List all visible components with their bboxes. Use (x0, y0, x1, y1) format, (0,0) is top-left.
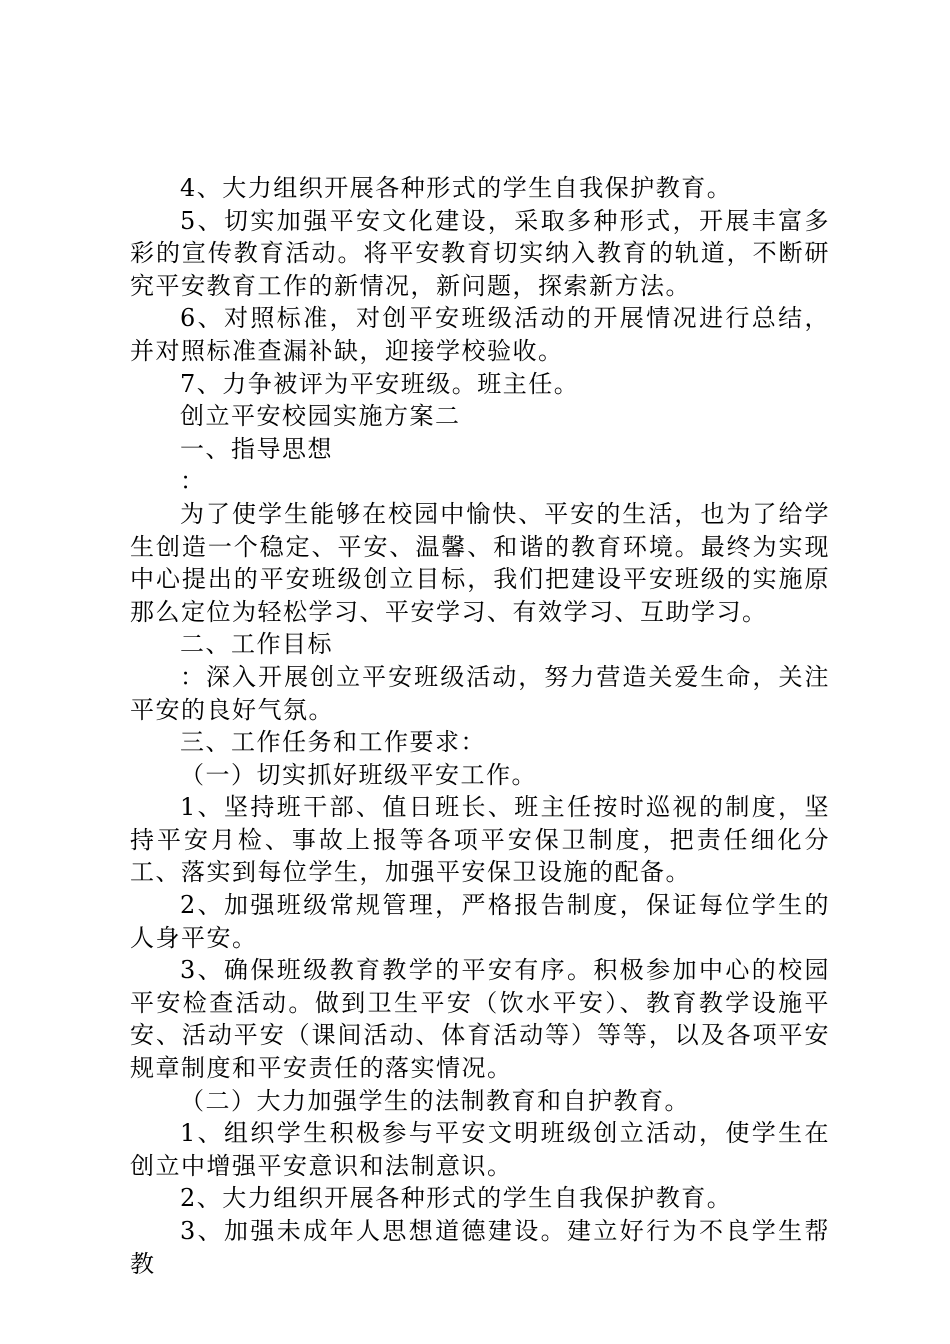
paragraph-item-6: 6、对照标准，对创平安班级活动的开展情况进行总结，并对照标准查漏补缺，迎接学校验收。 (130, 304, 830, 365)
heading-work-goal: 二、工作目标 (180, 630, 333, 659)
paragraph-item-7: 7、力争被评为平安班级。班主任。 (180, 369, 580, 398)
paragraph-task-3: 3、确保班级教育教学的平安有序。积极参加中心的校园平安检查活动。做到卫生平安（饮水平安）、教育教学设施平安、活动平安（课间活动、体育活动等）等等，以及各项平安规章制度和平安责任的落实情况。 (130, 956, 830, 1083)
colon-line: ： (180, 467, 206, 496)
heading-guiding-thought: 一、指导思想 (180, 434, 333, 463)
heading-tasks: 三、工作任务和工作要求： (180, 728, 486, 757)
subheading-one: （一）切实抓好班级平安工作。 (180, 760, 537, 789)
paragraph-item-5: 5、切实加强平安文化建设，采取多种形式，开展丰富多彩的宣传教育活动。将平安教育切实纳入教育的轨道，不断研究平安教育工作的新情况，新问题，探索新方法。 (130, 206, 830, 300)
section-title: 创立平安校园实施方案二 (180, 402, 461, 431)
paragraph-guiding-text: 为了使学生能够在校园中愉快、平安的生活，也为了给学生创造一个稳定、平安、温馨、和谐的教育环境。最终为实现中心提出的平安班级创立目标，我们把建设平安班级的实施原那么定位为轻松学习、平安学习、有效学习、互助学习。 (130, 499, 830, 626)
subheading-two: （二）大力加强学生的法制教育和自护教育。 (180, 1086, 690, 1115)
paragraph-item-4: 4、大力组织开展各种形式的学生自我保护教育。 (180, 174, 733, 202)
paragraph-task-1: 1、坚持班干部、值日班长、班主任按时巡视的制度，坚持平安月检、事故上报等各项平安保卫制度，把责任细化分工、落实到每位学生，加强平安保卫设施的配备。 (130, 793, 830, 887)
paragraph-legal-1: 1、组织学生积极参与平安文明班级创立活动，使学生在创立中增强平安意识和法制意识。 (130, 1119, 830, 1180)
paragraph-legal-2: 2、大力组织开展各种形式的学生自我保护教育。 (180, 1184, 733, 1213)
paragraph-legal-3: 3、加强未成年人思想道德建设。建立好行为不良学生帮教 (130, 1217, 830, 1278)
document-body (130, 172, 830, 1280)
paragraph-task-2: 2、加强班级常规管理，严格报告制度，保证每位学生的人身平安。 (130, 891, 830, 952)
paragraph-work-goal: ：深入开展创立平安班级活动，努力营造关爱生命，关注平安的良好气氛。 (130, 662, 830, 724)
